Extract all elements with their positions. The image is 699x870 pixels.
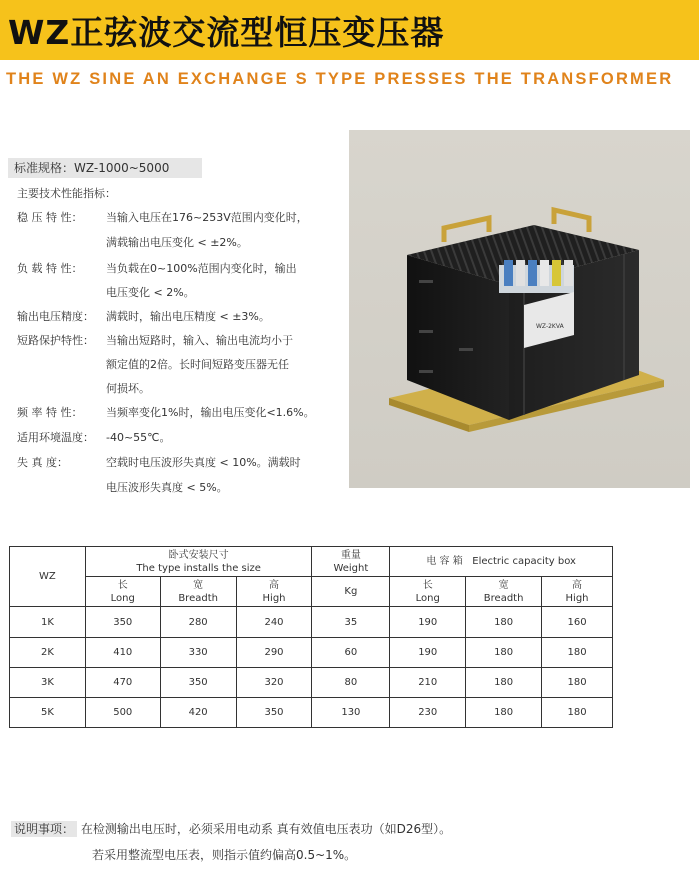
notes-line-1	[11, 820, 451, 837]
table-row: 2K 410 330 290 60 190 180 180	[10, 638, 613, 668]
sub-header-long: 长 Long	[85, 577, 160, 607]
spec-value: 当输入电压在176~253V范围内变化时，	[106, 211, 308, 224]
spec-name: 短路保护特性：	[17, 334, 94, 347]
spec-table	[9, 546, 613, 728]
spec-intro: 主要技术性能指标：	[17, 187, 116, 200]
col-header-box	[390, 547, 613, 577]
spec-value: 满载时，输出电压精度 < ±3%。	[106, 310, 270, 323]
install-en: The type installs the size	[136, 562, 261, 574]
box-en: Electric capacity box	[472, 556, 576, 567]
spec-label: 标准规格：WZ-1000~5000	[8, 158, 202, 178]
table-row: 1K 350 280 240 35 190 180 160	[10, 607, 613, 638]
spec-value: 当输出短路时，输入、输出电流均小于	[106, 334, 293, 347]
spec-name: 失 真 度：	[17, 456, 68, 469]
notes-text-1: 在检测输出电压时，必须采用电动系 真有效值电压表功（如D26型）。	[80, 822, 452, 836]
spec-value: 何损坏。	[106, 382, 150, 395]
sub-header-kg: Kg	[312, 577, 390, 607]
spec-name: 负 载 特 性：	[17, 262, 83, 275]
spec-name: 输出电压精度：	[17, 310, 94, 323]
sub-header-box-high: 高 High	[542, 577, 613, 607]
sub-header-box-breadth: 宽 Breadth	[466, 577, 542, 607]
spec-value: 空载时电压波形失真度 < 10%。满载时	[106, 456, 301, 469]
install-cn: 卧式安装尺寸	[168, 549, 229, 561]
table-row: 5K 500 420 350 130 230 180 180	[10, 698, 613, 728]
notes-label: 说明事项：	[11, 821, 77, 837]
spec-value: 电压波形失真度 < 5%。	[106, 481, 228, 494]
col-header-wz: WZ	[10, 547, 86, 607]
box-cn: 电 容 箱	[426, 556, 463, 567]
spec-value: 额定值的2倍。长时间短路变压器无任	[106, 358, 289, 371]
sub-header-box-long: 长 Long	[390, 577, 466, 607]
spec-value: 当频率变化1%时，输出电压变化<1.6%。	[106, 406, 315, 419]
table-row: 3K 470 350 320 80 210 180 180	[10, 668, 613, 698]
spec-value: 电压变化 < 2%。	[106, 286, 195, 299]
spec-value: -40~55℃。	[106, 431, 171, 444]
weight-en: Weight	[333, 562, 369, 574]
spec-name: 适用环境温度：	[17, 431, 94, 444]
notes-text-2: 若采用整流型电压表，则指示值约偏高0.5~1%。	[92, 848, 357, 862]
spec-name: 稳 压 特 性：	[17, 211, 83, 224]
page-title: WZ正弦波交流型恒压变压器	[8, 13, 445, 52]
sub-header-breadth: 宽 Breadth	[160, 577, 236, 607]
sub-header-high: 高 High	[236, 577, 312, 607]
title-bar	[0, 0, 699, 60]
nameplate-text: WZ-2KVA	[536, 323, 564, 330]
col-header-weight	[312, 547, 390, 577]
page-subtitle: THE WZ SINE AN EXCHANGE S TYPE PRESSES THE TRANSFORMER	[6, 70, 674, 88]
col-header-install	[85, 547, 312, 577]
product-photo	[349, 130, 690, 488]
weight-cn: 重量	[340, 549, 361, 561]
spec-value: 满载输出电压变化 < ±2%。	[106, 236, 248, 249]
spec-value: 当负载在0~100%范围内变化时，输出	[106, 262, 297, 275]
spec-name: 频 率 特 性：	[17, 406, 83, 419]
